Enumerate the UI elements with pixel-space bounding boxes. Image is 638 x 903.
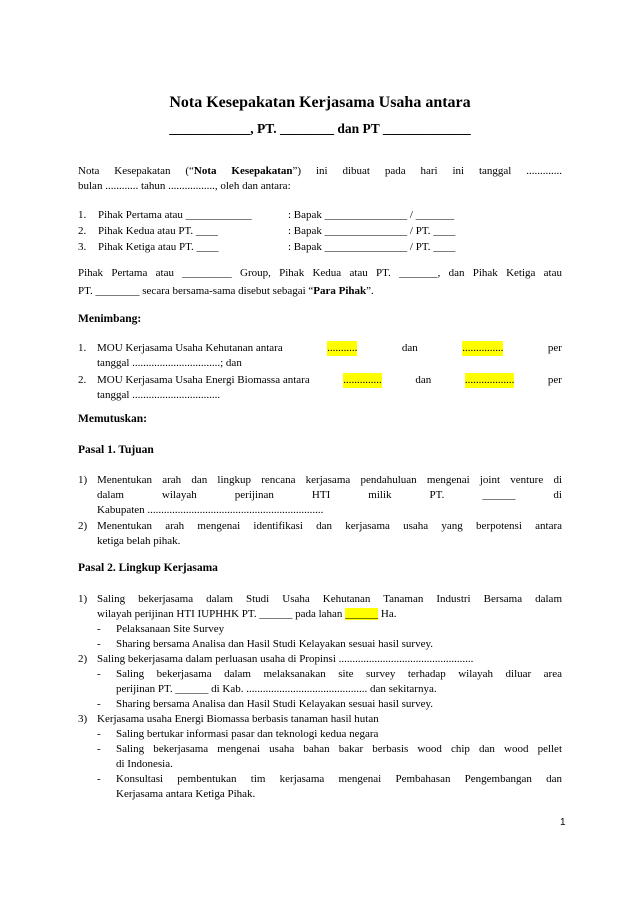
intro-line-1: Nota Kesepakatan (“Nota Kesepakatan”) ini dibuat pada hari ini tanggal ............. [78, 165, 563, 177]
menimbang-heading: Menimbang: [78, 313, 142, 325]
highlight-field: .............. [343, 374, 382, 386]
menimbang-item-1: 1. MOU Kerjasama Usaha Kehutanan antara ........... dan ............... per tanggal ................................; dan [78, 342, 562, 369]
document-title: Nota Kesepakatan Kerjasama Usaha antara [169, 94, 471, 111]
pasal2-item-3: 3) Kerjasama usaha Energi Biomassa berbasis tanaman hasil hutan - Saling bertukar informasi pasar dan teknologi kedua negara - Saling bekerjasama mengenai usaha bahan bakar berbasis wood chip dan wood pellet di Indonesia. - Konsultasi pembentukan tim kerjasama mengenai Pembahasan Pengembangan dan Kerjasama antara Ketiga Pihak. [78, 713, 562, 800]
pasal1-item-1: 1) Menentukan arah dan lingkup rencana kerjasama pendahuluan mengenai joint venture di dalam wilayah perijinan HTI milik PT. ______ di Kabupaten ................................................................ [78, 474, 562, 516]
intro-paragraph [78, 164, 562, 194]
highlight-field: ........... [327, 342, 358, 354]
collective-paragraph: Pihak Pertama atau _________ Group, Pihak Kedua atau PT. _______, dan Pihak Ketiga atau PT. ________ secara bersama-sama disebut sebagai “Para Pihak”. [78, 267, 562, 297]
page-number: 1 [560, 817, 566, 828]
pasal1-item-2: 2) Menentukan arah mengenai identifikasi dan kerjasama usaha yang berpotensi antara ketiga belah pihak. [78, 520, 562, 547]
pasal2-heading: Pasal 2. Lingkup Kerjasama [78, 562, 218, 574]
highlight-field: ............... [462, 342, 504, 354]
highlight-field: .................. [464, 374, 515, 386]
document-subtitle: ____________, PT. ________ dan PT _____________ [169, 121, 471, 136]
memutuskan-heading: Memutuskan: [78, 413, 148, 425]
highlight-field: ______ [345, 608, 379, 620]
pasal1-heading: Pasal 1. Tujuan [78, 444, 154, 456]
intro-line-2: bulan ............ tahun ................., oleh dan antara: [78, 180, 291, 192]
pasal2-item-1: 1) Saling bekerjasama dalam Studi Usaha Kehutanan Tanaman Industri Bersama dalam wilayah perijinan HTI IUPHHK PT. ______ pada lahan ______ Ha. - Pelaksanaan Site Survey - Sharing bersama Analisa dan Hasil Studi Kelayakan sesuai hasil survey. [78, 593, 562, 650]
menimbang-item-2: 2. MOU Kerjasama Usaha Energi Biomassa antara .............. dan .................. per tanggal ................................ [78, 374, 562, 401]
pasal1-item-1-line-2: dalam wilayah perijinan HTI milik PT. ______ di [97, 489, 562, 501]
pasal2-item-2: 2) Saling bekerjasama dalam perluasan usaha di Propinsi ................................................. - Saling bekerjasama dalam melaksanakan site survey terhadap wilayah diluar area perijinan PT. ______ di Kab. ............................................ dan sekitarnya. - Sharing bersama Analisa dan Hasil Studi Kelayakan sesuai hasil survey. [78, 653, 562, 710]
